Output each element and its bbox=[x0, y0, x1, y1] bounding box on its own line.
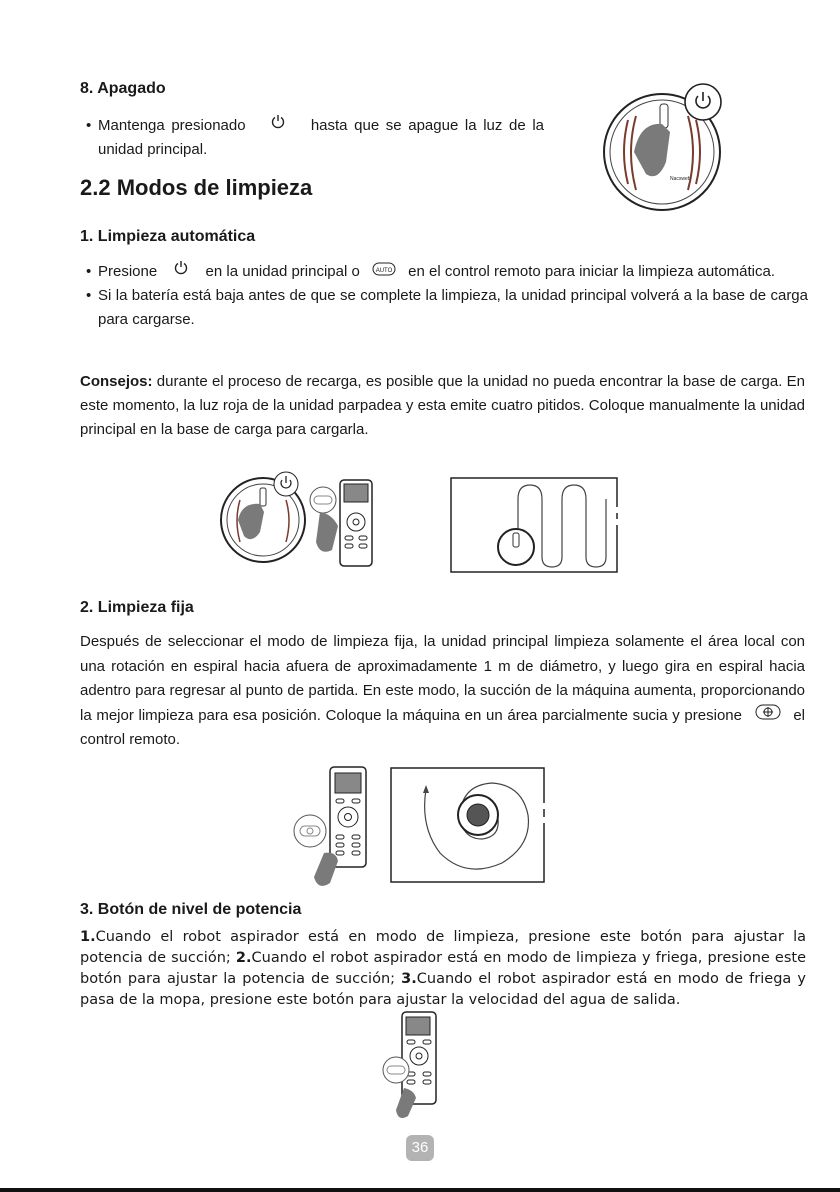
fija-heading: 2. Limpieza fija bbox=[80, 599, 194, 616]
spiral-path-illustration bbox=[390, 767, 545, 883]
modos-heading: 2.2 Modos de limpieza bbox=[80, 175, 313, 200]
robot-brand-text: Nacsweb bbox=[670, 176, 691, 182]
auto-bullets bbox=[86, 260, 808, 332]
consejos-text: durante el proceso de recarga, es posible que la unidad no pueda encontrar la base de carga. En este momento, la luz roja de la unidad parpadea y esta emite cuatro pitidos. Coloque manualmente la unidad principal en la base de carga para cargarla. bbox=[80, 373, 805, 438]
robot-remote-auto-illustration bbox=[220, 470, 380, 570]
fija-text-end: el control remoto. bbox=[80, 706, 805, 749]
potencia-heading: 3. Botón de nivel de potencia bbox=[80, 901, 302, 918]
fija-paragraph bbox=[80, 630, 805, 753]
fija-text: Después de seleccionar el modo de limpieza fija, la unidad principal limpieza solamente el área local con una rotación en espiral hacia afuera de aproximadamente 1 m de diámetro, y luego gira en espiral hacia adentro para regresar al punto de partida. En este modo, la succión de la máquina aumenta, proporcionando la mejor limpieza para esa posición. Coloque la máquina en un área parcialmente sucia y presione bbox=[80, 633, 805, 724]
potencia-num-2: 2. bbox=[235, 950, 252, 966]
auto-bullet-2: • Si la batería está baja antes de que se complete la limpieza, la unidad principal volverá a la base de carga para cargarse. bbox=[86, 287, 808, 329]
power-icon bbox=[270, 114, 286, 138]
page-number: 36 bbox=[406, 1135, 434, 1161]
apagado-bullet: • Mantenga presionado hasta que se apague la luz de la unidad principal. bbox=[86, 114, 544, 162]
robot-power-illustration bbox=[600, 82, 730, 222]
auto-bullet-1: • Presione en la unidad principal o AUTO en el control remoto para iniciar la limpieza automática. bbox=[86, 260, 808, 284]
potencia-text-2: Cuando el robot aspirador está en modo de limpieza y friega, presione este botón para ajustar la potencia de succión; bbox=[80, 950, 807, 987]
apagado-bullet-text-a: Mantenga presionado bbox=[98, 117, 246, 134]
bottom-border bbox=[0, 1188, 840, 1192]
auto-button-icon bbox=[372, 260, 396, 284]
potencia-num-3: 3. bbox=[401, 971, 417, 987]
auto-heading: 1. Limpieza automática bbox=[80, 228, 256, 245]
consejos-label: Consejos: bbox=[80, 373, 153, 390]
power-icon bbox=[173, 260, 189, 284]
remote-power-level-illustration bbox=[380, 1010, 440, 1120]
potencia-num-1: 1. bbox=[80, 929, 96, 945]
apagado-bullet-text-b: hasta que se apague la luz de la unidad principal. bbox=[98, 117, 544, 159]
remote-spot-illustration bbox=[290, 765, 370, 890]
potencia-text-1: Cuando el robot aspirador está en modo de limpieza, presione este botón para ajustar la potencia de succión; bbox=[80, 929, 806, 966]
potencia-paragraph bbox=[80, 927, 806, 1011]
return-path-illustration bbox=[450, 477, 618, 573]
consejos-paragraph bbox=[80, 370, 805, 442]
potencia-text-3: Cuando el robot aspirador está en modo de friega y pasa de la mopa, presione este botón para ajustar la velocidad del agua de salida. bbox=[80, 971, 806, 1008]
auto-button-label: AUTO bbox=[375, 268, 393, 275]
apagado-heading: 8. Apagado bbox=[80, 80, 166, 97]
spot-button-icon bbox=[755, 704, 781, 729]
